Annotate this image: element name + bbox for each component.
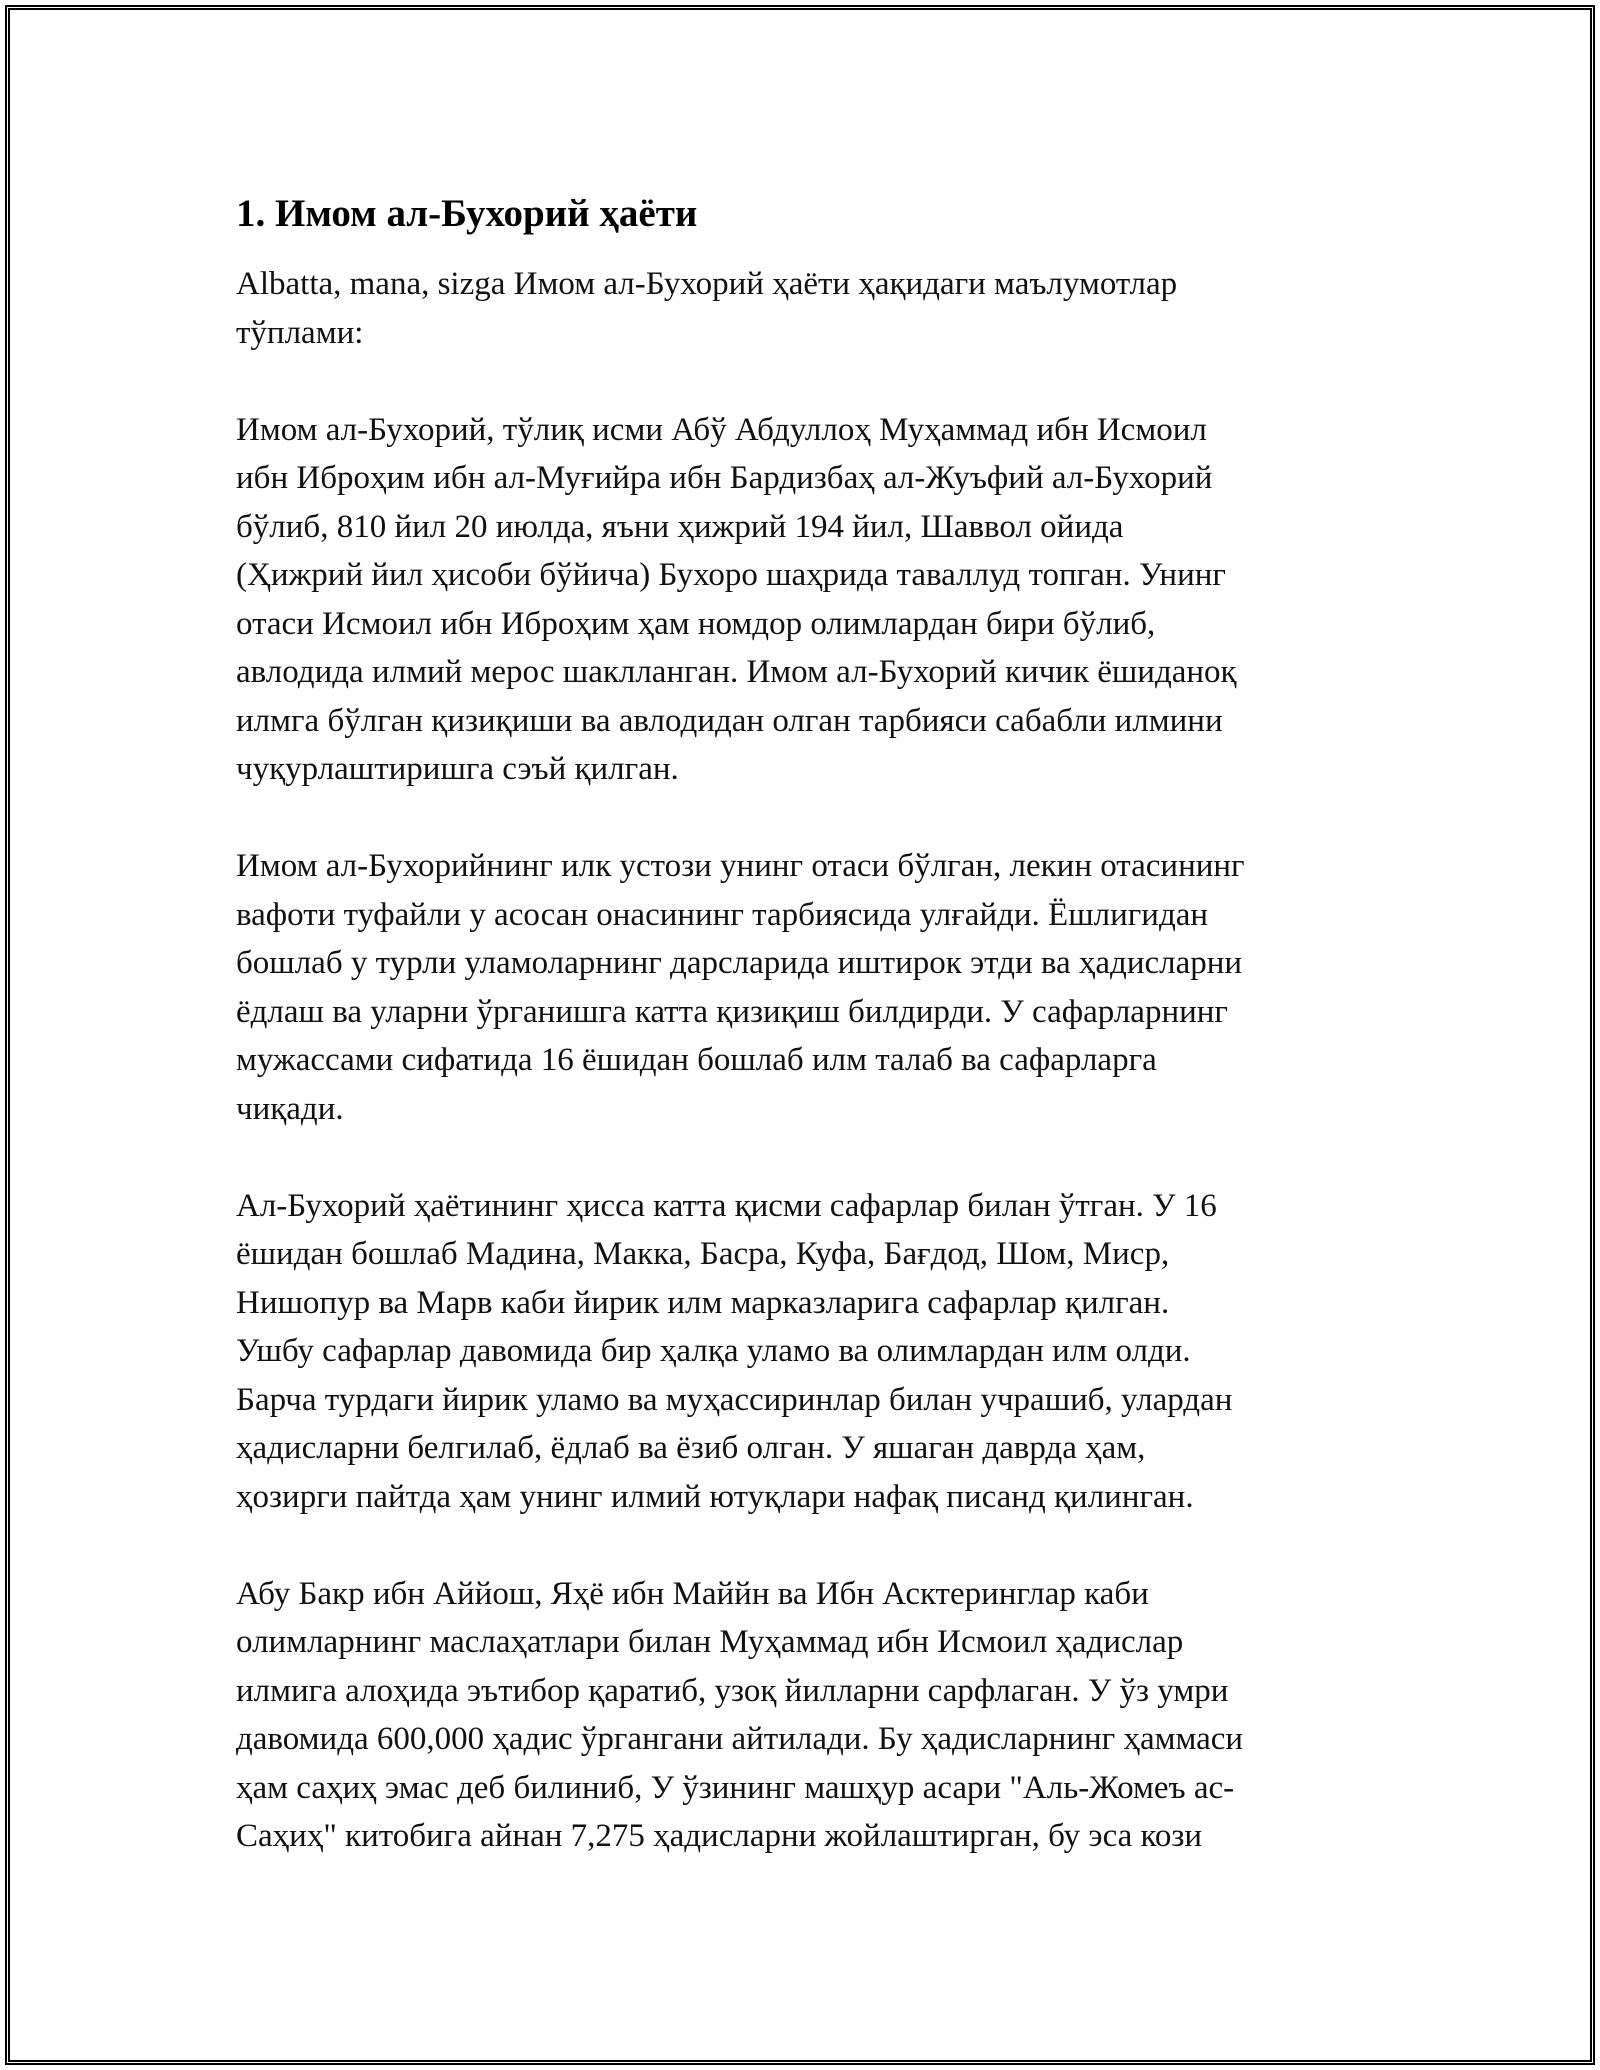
- paragraph-hadith-study: Абу Бакр ибн Аййош, Яҳё ибн Маййн ва Ибн Асктеринглар каби олимларнинг маслаҳатлари билан Муҳаммад ибн Исмоил ҳадислар илмига алоҳида эътибор қаратиб, узоқ йилларни сарфлаган. У ўз умри давомида 600,000 ҳадис ўргангани айтилади. Бу ҳадисларнинг ҳаммаси ҳам саҳиҳ эмас деб билиниб, У ўзининг машҳур асари "Аль-Жомеъ ас- Саҳиҳ" китобига айнан 7,275 ҳадисларни жойлаштирган, бу эса кози: [236, 1575, 1244, 1854]
- paragraph-travels: Ал-Бухорий ҳаётининг ҳисса катта қисми сафарлар билан ўтган. У 16 ёшидан бошлаб Мадина, Макка, Басра, Куфа, Бағдод, Шом, Миср, Нишопур ва Марв каби йирик илм марказларига сафарлар қилган. Ушбу сафарлар давомида бир ҳалқа уламо ва олимлардан илм олди. Барча турдаги йирик уламо ва муҳассиринлар билан учрашиб, улардан ҳадисларни белгилаб, ёдлаб ва ёзиб олган. У яшаган даврда ҳам, ҳозирги пайтда ҳам унинг илмий ютуқлари нафақ писанд қилинган.: [236, 1187, 1233, 1515]
- document-body: [236, 190, 1366, 1909]
- paragraph-birth: Имом ал-Бухорий, тўлиқ исми Абў Абдуллоҳ Муҳаммад ибн Исмоил ибн Иброҳим ибн ал-Муғийра ибн Бардизбаҳ ал-Жуъфий ал-Бухорий бўлиб, 810 йил 20 июлда, яъни ҳижрий 194 йил, Шаввол ойида (Ҳижрий йил ҳисоби бўйича) Бухоро шаҳрида таваллуд топган. Унинг отаси Исмоил ибн Иброҳим ҳам номдор олимлардан бири бўлиб, авлодида илмий мерос шаклланган. Имом ал-Бухорий кичик ёшиданоқ илмга бўлган қизиқиши ва авлодидан олган тарбияси сабабли илмини чуқурлаштиришга сэъй қилган.: [236, 411, 1237, 787]
- section-heading: 1. Имом ал-Бухорий ҳаёти: [236, 192, 698, 235]
- paragraph-upbringing: Имом ал-Бухорийнинг илк устози унинг отаси бўлган, лекин отасининг вафоти туфайли у асосан онасининг тарбиясида улғайди. Ёшлигидан бошлаб у турли уламоларнинг дарсларида иштирок этди ва ҳадисларни ёдлаш ва уларни ўрганишга катта қизиқиш билдирди. У сафарларнинг мужассами сифатида 16 ёшидан бошлаб илм талаб ва сафарларга чиқади.: [236, 848, 1245, 1127]
- intro-paragraph: Albatta, mana, sizga Имом ал-Бухорий ҳаёти ҳақидаги маълумотлар тўплами:: [236, 266, 1178, 351]
